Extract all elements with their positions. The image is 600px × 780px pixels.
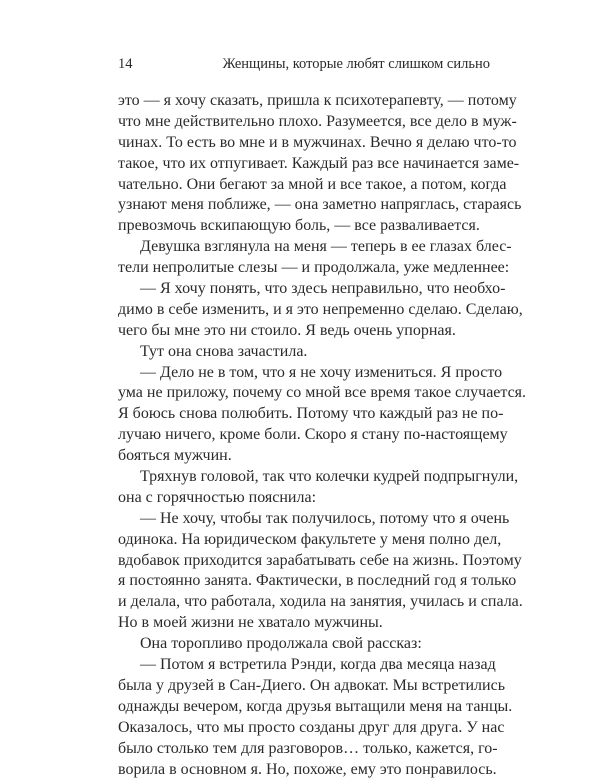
text-line: я постоянно занята. Фактически, в последний год я только [118, 571, 490, 592]
text-line: Она торопливо продолжала свой рассказ: [118, 634, 490, 655]
text-line: чего бы мне это ни стоило. Я ведь очень упорная. [118, 321, 490, 342]
page-header [118, 54, 490, 74]
text-line: была у друзей в Сан-Диего. Он адвокат. Мы встретились [118, 676, 490, 697]
text-line: бояться мужчин. [118, 446, 490, 467]
text-line: тели непролитые слезы — и продолжала, уже медленнее: [118, 258, 490, 279]
text-line: Но в моей жизни не хватало мужчины. [118, 613, 490, 634]
text-line: Тряхнув головой, так что колечки кудрей подпрыгнули, [118, 467, 490, 488]
text-line: такое, что их отпугивает. Каждый раз все начинается заме- [118, 154, 490, 175]
text-line: узнают меня поближе, — она заметно напряглась, стараясь [118, 195, 490, 216]
body-text [118, 91, 490, 780]
page-number: 14 [118, 54, 133, 74]
text-line: ума не приложу, почему со мной все время такое случается. [118, 383, 490, 404]
text-line: лучаю ничего, кроме боли. Скоро я стану по-настоящему [118, 425, 490, 446]
text-line: — Не хочу, чтобы так получилось, потому что я очень [118, 509, 490, 530]
text-line: она с горячностью пояснила: [118, 488, 490, 509]
text-line: однажды вечером, когда друзья вытащили меня на танцы. [118, 697, 490, 718]
text-line: Тут она снова зачастила. [118, 342, 490, 363]
text-line: и делала, что работала, ходила на занятия, училась и спала. [118, 592, 490, 613]
text-line: было столько тем для разговоров… только, кажется, го- [118, 739, 490, 760]
text-line: димо в себе изменить, и я это непременно сделаю. Сделаю, [118, 300, 490, 321]
text-line: чательно. Они бегают за мной и все такое, а потом, когда [118, 175, 490, 196]
text-line: что мне действительно плохо. Разумеется, все дело в муж- [118, 112, 490, 133]
text-line: чинах. То есть во мне и в мужчинах. Вечно я делаю что-то [118, 133, 490, 154]
running-title: Женщины, которые любят слишком сильно [223, 54, 490, 74]
text-line: Я боюсь снова полюбить. Потому что каждый раз не по- [118, 404, 490, 425]
text-line: ворила в основном я. Но, похоже, ему это понравилось. [118, 760, 490, 780]
text-line: Оказалось, что мы просто созданы друг для друга. У нас [118, 718, 490, 739]
text-line: — Дело не в том, что я не хочу измениться. Я просто [118, 363, 490, 384]
text-line: превозмочь вскипающую боль, — все разваливается. [118, 216, 490, 237]
text-line: вдобавок приходится зарабатывать себе на жизнь. Поэтому [118, 551, 490, 572]
text-line: одинока. На юридическом факультете у меня полно дел, [118, 530, 490, 551]
text-line: это — я хочу сказать, пришла к психотерапевту, — потому [118, 91, 490, 112]
text-line: — Я хочу понять, что здесь неправильно, что необхо- [118, 279, 490, 300]
text-line: — Потом я встретила Рэнди, когда два месяца назад [118, 655, 490, 676]
text-line: Девушка взглянула на меня — теперь в ее глазах блес- [118, 237, 490, 258]
